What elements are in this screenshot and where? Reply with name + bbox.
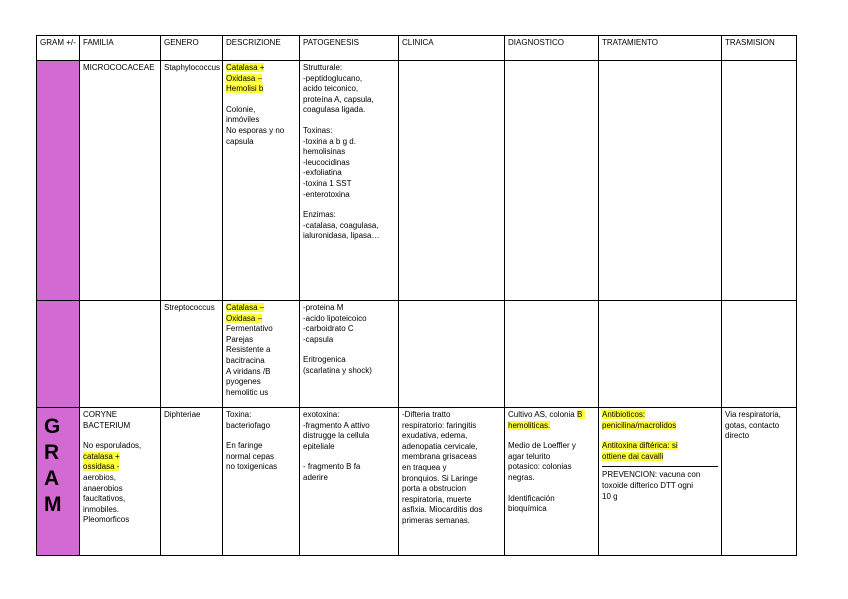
cell-text: Via respiratoria, <box>725 410 781 419</box>
text-line <box>303 421 395 432</box>
text-line <box>602 441 718 452</box>
text-line <box>83 462 157 473</box>
text-line <box>226 421 296 432</box>
text-line <box>402 463 501 474</box>
trasmision-cell <box>722 408 797 556</box>
text-lines <box>303 462 395 483</box>
text-line <box>303 442 395 453</box>
cell-text: pyogenes <box>226 377 261 387</box>
header-genero: GENERO <box>161 36 223 61</box>
tratamiento-cell <box>599 301 722 408</box>
cell-text: epiteliale <box>303 441 335 451</box>
text-lines <box>602 470 718 502</box>
text-lines <box>44 414 79 518</box>
cell-text: -peptidoglucano, <box>303 73 363 83</box>
header-row <box>37 36 797 61</box>
cell-text: 10 g <box>602 491 618 501</box>
text-line <box>303 179 395 190</box>
text-line <box>226 462 296 473</box>
text-line <box>303 462 395 473</box>
header-diagnostico: DIAGNOSTICO <box>505 36 599 61</box>
text-lines <box>226 105 296 147</box>
text-line <box>402 474 501 485</box>
highlighted-text: Antitoxina diftérica: si <box>602 441 678 451</box>
familia-cell <box>80 408 161 556</box>
text-lines <box>303 63 395 116</box>
text-line <box>508 441 595 452</box>
text-line <box>303 84 395 95</box>
clinica-cell <box>399 408 505 556</box>
text-lines <box>602 441 718 462</box>
text-line <box>725 410 793 421</box>
text-lines <box>602 410 718 431</box>
highlighted-text: Catalasa + <box>226 63 265 72</box>
cell-text: bronquios. Si Laringe <box>402 473 478 483</box>
cell-text: -fragmento A attivo <box>303 420 370 430</box>
text-lines <box>402 410 501 527</box>
cell-text: (scarlatina y shock) <box>303 365 372 375</box>
text-line <box>402 431 501 442</box>
diagnostico-cell <box>505 61 599 301</box>
header-clinica: CLINICA <box>399 36 505 61</box>
genero-cell <box>161 408 223 556</box>
cell-text: Toxina: <box>226 410 252 419</box>
cell-text: En faringe <box>226 441 263 451</box>
cell-text: No esporulados, <box>83 441 142 451</box>
text-line <box>508 473 595 484</box>
cell-text: -toxina 1 SST <box>303 178 352 188</box>
cell-text: asfixia. Miocarditis dos <box>402 505 483 515</box>
cell-text: agar telurito <box>508 451 551 461</box>
highlighted-text: catalasa + <box>83 451 120 461</box>
cell-text: Fermentativo <box>226 324 273 334</box>
text-line <box>44 466 79 492</box>
text-line <box>303 303 395 314</box>
text-line <box>83 410 157 421</box>
cell-text: CORYNE <box>83 410 118 419</box>
cell-text: -enterotoxina <box>303 189 350 199</box>
text-line <box>226 324 296 335</box>
cell-text: gotas, contacto <box>725 420 780 430</box>
cell-text: exotoxina: <box>303 410 340 419</box>
patogenesis-cell <box>300 301 399 408</box>
text-line <box>303 221 395 232</box>
genero-cell <box>161 301 223 408</box>
text-lines <box>303 126 395 200</box>
cell-text: inmóviles <box>226 115 260 125</box>
text-lines <box>226 303 296 324</box>
text-line <box>226 115 296 126</box>
cell-text: PREVENCION: vacuna con <box>602 470 701 480</box>
text-line <box>226 314 296 325</box>
table-row-staphylococcus <box>37 61 797 301</box>
text-line <box>303 335 395 346</box>
text-line <box>602 452 718 463</box>
cell-text: inmobiles. <box>83 504 120 514</box>
diagnostico-cell <box>505 301 599 408</box>
cell-text: acido teiconico, <box>303 84 359 94</box>
text-lines <box>508 441 595 483</box>
gram-cell <box>37 61 80 301</box>
text-line <box>226 105 296 116</box>
text-lines <box>303 410 395 452</box>
text-line <box>402 484 501 495</box>
genero-text: Diphteriae <box>164 410 201 419</box>
text-line <box>226 345 296 356</box>
cell-text: Resistente a <box>226 345 271 355</box>
clinica-cell <box>399 301 505 408</box>
highlighted-text: Hemolisi b <box>226 84 264 94</box>
diagnostico-line <box>508 410 595 431</box>
cell-text: G <box>44 415 61 438</box>
highlighted-text: ossidasa - <box>83 462 120 472</box>
text-line <box>226 410 296 421</box>
cell-text: Medio de Loeffler y <box>508 441 576 451</box>
text-line <box>83 505 157 516</box>
text-line <box>402 505 501 516</box>
text-lines <box>508 494 595 515</box>
text-line <box>83 515 157 526</box>
cell-text: ialuronidasa, lipasa… <box>303 231 380 241</box>
text-line <box>44 414 79 440</box>
patogenesis-cell <box>300 61 399 301</box>
header-trasmision: TRASMISION <box>722 36 797 61</box>
text-line <box>303 190 395 201</box>
genero-cell <box>161 61 223 301</box>
familia-cell <box>80 301 161 408</box>
cell-text: membrana grisaceas <box>402 452 477 462</box>
text-line <box>303 324 395 335</box>
text-line <box>83 494 157 505</box>
gram-cell <box>37 301 80 408</box>
cell-text: -exfoliatina <box>303 168 342 178</box>
text-line <box>303 431 395 442</box>
text-line <box>303 95 395 106</box>
text-lines <box>226 324 296 398</box>
text-line <box>226 63 296 74</box>
cell-text: -proteina M <box>303 303 344 312</box>
cell-text: faucltativos, <box>83 494 126 504</box>
diagnostico-cell <box>505 408 599 556</box>
cell-text: -capsula <box>303 334 334 344</box>
clinica-cell <box>399 61 505 301</box>
text-line <box>226 388 296 399</box>
cell-text: No esporas y no <box>226 125 285 135</box>
cell-text: bacitracina <box>226 355 265 365</box>
highlighted-text: penicilina/macrolidos <box>602 420 677 430</box>
text-line <box>602 410 718 421</box>
cell-text: distrugge la cellula <box>303 431 370 441</box>
text-line <box>83 484 157 495</box>
trasmision-cell <box>722 301 797 408</box>
cell-text: negras. <box>508 472 535 482</box>
text-line <box>303 210 395 221</box>
text-line <box>402 516 501 527</box>
text-line <box>602 481 718 492</box>
cell-text: adenopatia cervicale, <box>402 441 478 451</box>
text-line <box>725 421 793 432</box>
text-line <box>602 470 718 481</box>
cell-text: primeras semanas. <box>402 515 471 525</box>
text-line <box>226 137 296 148</box>
cell-text: Eritrogenica <box>303 355 346 365</box>
cell-text: porta a obstrucion <box>402 484 467 494</box>
cell-text: BACTERIUM <box>83 420 131 430</box>
gram-letters-cell <box>37 408 80 556</box>
text-line <box>402 452 501 463</box>
text-line <box>303 105 395 116</box>
cell-text: -acido lipoteicoico <box>303 313 367 323</box>
header-tratamiento: TRATAMIENTO <box>599 36 722 61</box>
cell-text: Enzimas: <box>303 210 336 220</box>
cell-text: normal cepas <box>226 451 275 461</box>
text-line <box>725 431 793 442</box>
genero-text: Staphylococcus <box>164 63 221 72</box>
cell-text: A viridans /B <box>226 366 271 376</box>
table-row-streptococcus <box>37 301 797 408</box>
text-line <box>44 492 79 518</box>
cell-text: no toxigenicas <box>226 462 278 472</box>
text-line <box>602 492 718 503</box>
cell-text: Toxinas: <box>303 125 333 135</box>
cell-text: en traquea y <box>402 462 447 472</box>
text-line <box>226 367 296 378</box>
text-line <box>508 452 595 463</box>
cell-text: bioquímica <box>508 504 547 514</box>
text-line <box>303 147 395 158</box>
text-line <box>226 377 296 388</box>
text-line <box>83 441 157 452</box>
diagnostico-pre-text: Cultivo AS, colonia <box>508 410 575 419</box>
cell-text: -leucocidinas <box>303 157 350 167</box>
descrizione-cell <box>223 408 300 556</box>
cell-text: R <box>44 441 60 464</box>
cell-text: anaerobios <box>83 483 123 493</box>
text-line <box>303 126 395 137</box>
text-line <box>83 473 157 484</box>
text-line <box>303 158 395 169</box>
highlighted-text: Antibioticos: <box>602 410 646 419</box>
header-gram: GRAM +/- <box>37 36 80 61</box>
highlighted-text: Catalasa – <box>226 303 265 312</box>
text-line <box>303 63 395 74</box>
text-line <box>402 410 501 421</box>
text-line <box>508 504 595 515</box>
cell-text: -carboidrato C <box>303 324 354 334</box>
descrizione-cell <box>223 61 300 301</box>
text-line <box>226 74 296 85</box>
cell-text: toxoide difterico DTT ogni <box>602 480 694 490</box>
cell-text: respiratorio: faringitis <box>402 420 477 430</box>
cell-text: Pleomorficos <box>83 515 130 525</box>
text-line <box>508 494 595 505</box>
cell-text: Colonie, <box>226 104 256 114</box>
text-line <box>602 421 718 432</box>
text-line <box>303 473 395 484</box>
cell-text: aerobios, <box>83 472 116 482</box>
table-row-diphteriae <box>37 408 797 556</box>
text-line <box>402 495 501 506</box>
text-line <box>303 366 395 377</box>
text-line <box>303 168 395 179</box>
cell-text: -toxina a b g d. <box>303 136 356 146</box>
text-line <box>303 137 395 148</box>
trasmision-cell <box>722 61 797 301</box>
text-line <box>83 421 157 432</box>
text-line <box>402 442 501 453</box>
text-line <box>402 421 501 432</box>
text-lines <box>226 441 296 473</box>
cell-text: A <box>44 467 60 490</box>
tratamiento-cell <box>599 408 722 556</box>
text-lines <box>303 210 395 242</box>
familia-text: MICROCOCACEAE <box>83 63 155 72</box>
cell-text: aderire <box>303 472 328 482</box>
text-line <box>44 440 79 466</box>
diagnostico-highlight: B hemoliticas. <box>508 410 585 430</box>
cell-text: directo <box>725 431 750 441</box>
text-line <box>83 452 157 463</box>
text-lines <box>83 452 157 473</box>
text-line <box>226 126 296 137</box>
header-familia: FAMILIA <box>80 36 161 61</box>
text-line <box>226 441 296 452</box>
cell-text: - fragmento B fa <box>303 462 361 472</box>
genero-text: Streptococcus <box>164 303 215 312</box>
highlighted-text: ottiene dai cavalli <box>602 451 664 461</box>
text-lines <box>83 473 157 526</box>
cell-text: Identificación <box>508 493 555 503</box>
header-descrizione: DESCRIZIONE <box>223 36 300 61</box>
text-line <box>226 452 296 463</box>
text-lines <box>303 355 395 376</box>
text-line <box>226 84 296 95</box>
cell-text: hemolisinas <box>303 147 346 157</box>
tratamiento-separator <box>602 466 718 467</box>
cell-text: -Difteria tratto <box>402 410 451 419</box>
text-lines <box>83 441 157 452</box>
cell-text: respiratoria, muerte <box>402 494 472 504</box>
descrizione-cell <box>223 301 300 408</box>
cell-text: hemolitic us <box>226 387 269 397</box>
cell-text: Parejas <box>226 334 254 344</box>
text-line <box>303 231 395 242</box>
text-line <box>303 410 395 421</box>
cell-text: capsula <box>226 136 254 146</box>
tratamiento-cell <box>599 61 722 301</box>
cell-text: M <box>44 493 62 516</box>
text-lines <box>303 303 395 345</box>
text-lines <box>725 410 793 442</box>
text-lines <box>83 410 157 431</box>
cell-text: exudativa, edema, <box>402 431 468 441</box>
cell-text: bacteriofago <box>226 420 271 430</box>
bacteria-table <box>36 35 797 556</box>
text-lines <box>226 63 296 95</box>
familia-cell <box>80 61 161 301</box>
text-line <box>303 74 395 85</box>
highlighted-text: Oxidasa – <box>226 313 263 323</box>
text-line <box>508 462 595 473</box>
cell-text: -catalasa, coagulasa, <box>303 220 379 230</box>
cell-text: Strutturale: <box>303 63 343 72</box>
text-line <box>226 303 296 314</box>
text-line <box>226 335 296 346</box>
text-lines <box>226 410 296 431</box>
highlighted-text: Oxidasa – <box>226 73 263 83</box>
cell-text: potasico: colonias <box>508 462 572 472</box>
patogenesis-cell <box>300 408 399 556</box>
text-line <box>303 314 395 325</box>
text-line <box>303 355 395 366</box>
cell-text: proteína A, capsula, <box>303 94 374 104</box>
header-patogenesis: PATOGENESIS <box>300 36 399 61</box>
text-line <box>226 356 296 367</box>
cell-text: coagulasa ligada. <box>303 105 366 115</box>
